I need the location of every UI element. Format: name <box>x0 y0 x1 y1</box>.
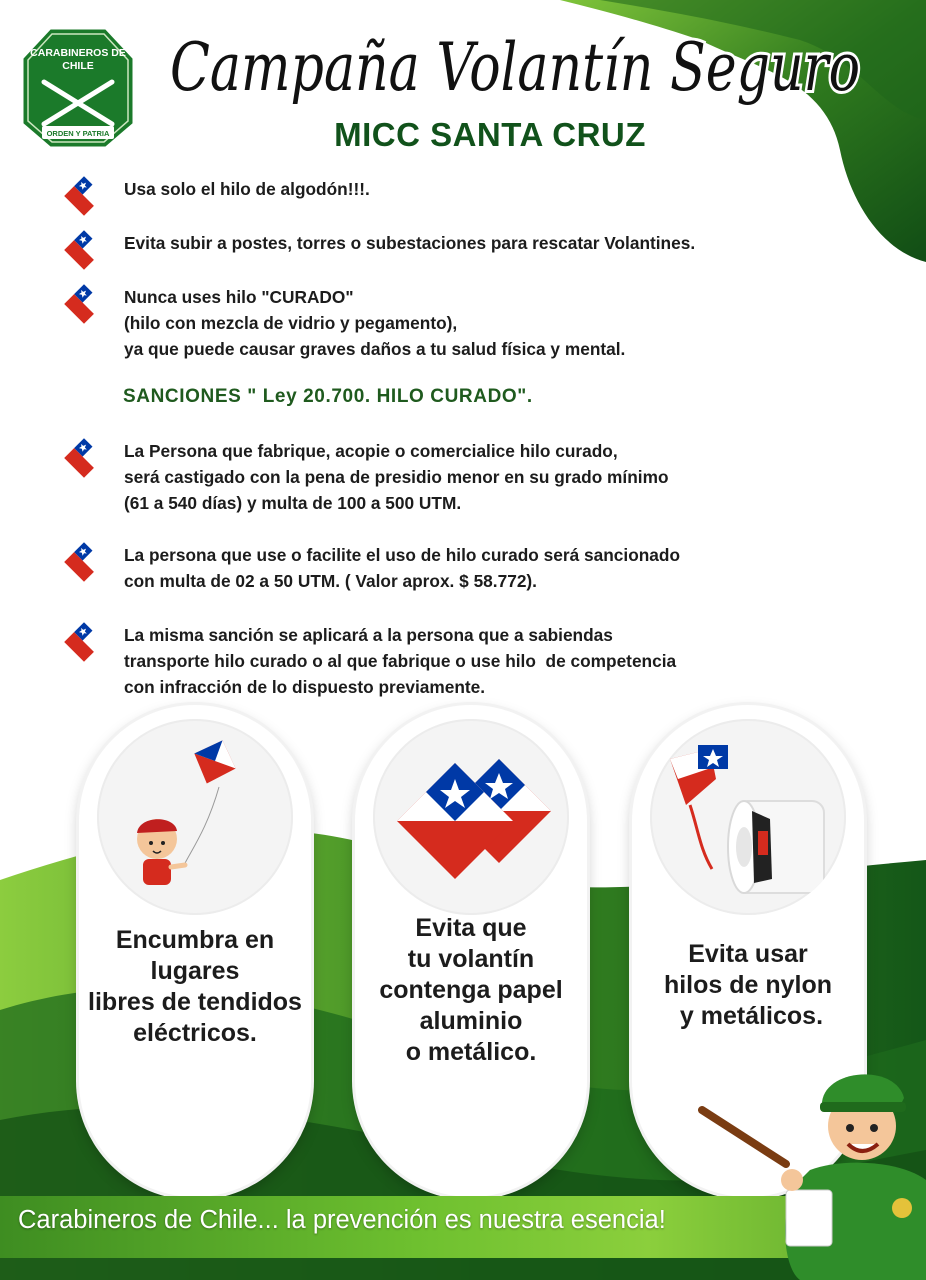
campaign-title <box>160 8 870 118</box>
tip-card-kite-material <box>355 705 587 1197</box>
thread-spool-icon <box>650 719 846 915</box>
tip-text: Nunca uses hilo "CURADO" (hilo con mezcla de vidrio y pegamento), ya que puede causar graves daños a tu salud física y mental. <box>124 287 626 359</box>
sanction-text: La Persona que fabrique, acopie o comercialice hilo curado, será castigado con la pena de presidio menor en su grado mínimo (61 a 540 días) y multa de 100 a 500 UTM. <box>124 441 669 513</box>
badge-text-line1: CARABINEROS DE <box>30 47 126 59</box>
card-text: Evita usar hilos de nylon y metálicos. <box>663 940 833 1030</box>
child-flying-kite-icon <box>97 719 293 915</box>
campaign-subtitle: MICC SANTA CRUZ <box>334 116 646 153</box>
card-illustration <box>373 719 569 915</box>
chile-flag-kite-icon <box>62 620 106 664</box>
sanctions-heading: SANCIONES " Ley 20.700. HILO CURADO". <box>123 386 533 407</box>
sanction-text: La misma sanción se aplicará a la persona que a sabiendas transporte hilo curado o al que fabrique o use hilo de competencia con infracción de lo dispuesto previamente. <box>124 625 677 697</box>
card-illustration <box>97 719 293 915</box>
tip-text: Evita subir a postes, torres o subestaciones para rescatar Volantines. <box>124 233 696 253</box>
campaign-title-text: Campaña Volantín Seguro <box>170 29 860 106</box>
police-officer-mascot-icon <box>690 1040 926 1280</box>
footer-slogan: Carabineros de Chile... la prevención es nuestra esencia! <box>18 1206 666 1234</box>
chile-flag-kite-icon <box>62 174 106 218</box>
chile-flag-kite-icon <box>62 228 106 272</box>
card-text: Evita que tu volantín contenga papel aluminio o metálico. <box>379 914 563 1066</box>
badge-text-line2: CHILE <box>62 60 94 72</box>
tip-card-power-lines <box>79 705 311 1197</box>
chile-flag-kite-icon <box>62 436 106 480</box>
chile-flag-kites-icon <box>373 719 569 915</box>
chile-flag-kite-icon <box>62 282 106 326</box>
badge-motto: ORDEN Y PATRIA <box>46 129 110 138</box>
tip-text: Usa solo el hilo de algodón!!!. <box>124 179 370 199</box>
carabineros-badge-logo <box>20 26 136 150</box>
sanction-text: La persona que use o facilite el uso de hilo curado será sancionado con multa de 02 a 50 UTM. ( Valor aprox. $ 58.772). <box>124 545 681 591</box>
card-illustration <box>650 719 846 915</box>
card-text: Encumbra en lugares libres de tendidos eléctricos. <box>88 926 302 1047</box>
chile-flag-kite-icon <box>62 540 106 584</box>
